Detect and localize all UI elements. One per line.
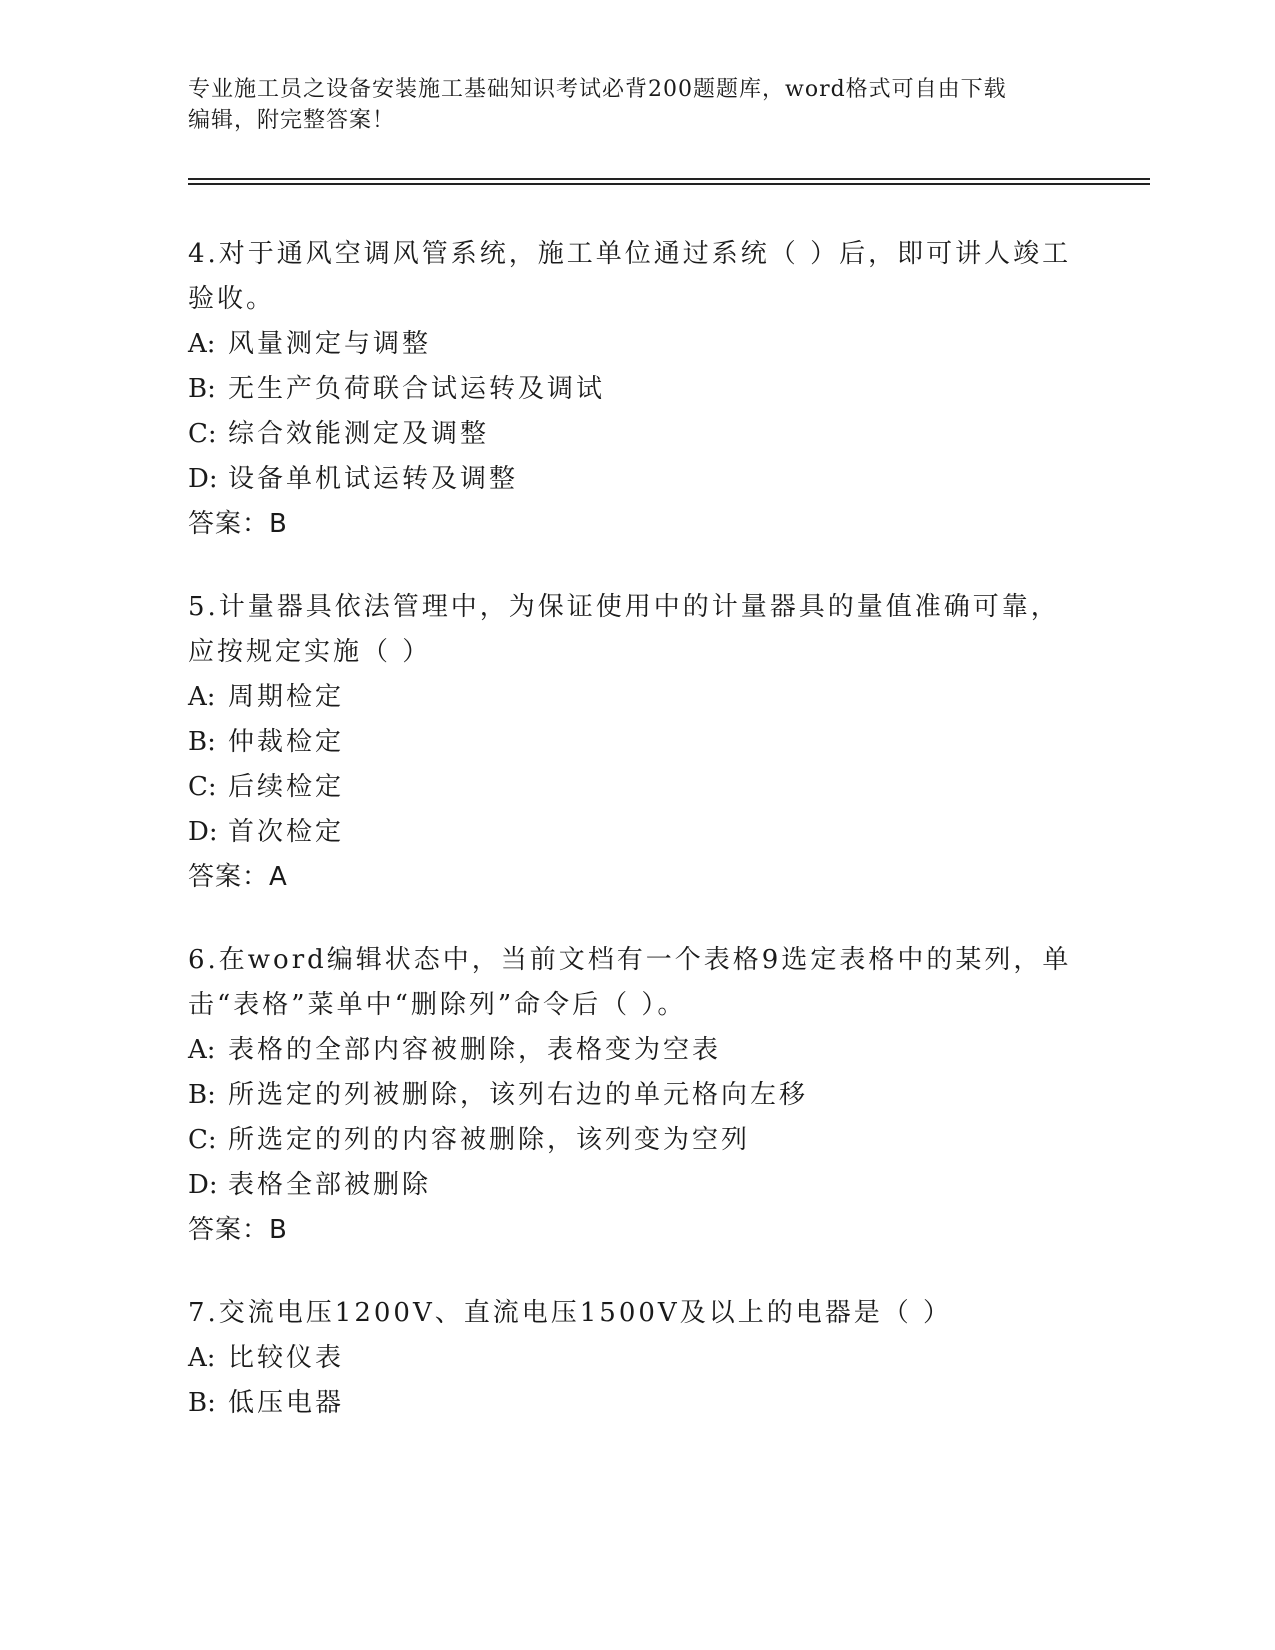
question-stem: 5.计量器具依法管理中，为保证使用中的计量器具的量值准确可靠， bbox=[188, 592, 1060, 622]
option-letter: A: bbox=[188, 1035, 216, 1065]
question-list bbox=[188, 232, 1088, 1464]
option-letter: D: bbox=[188, 1170, 218, 1200]
option-c bbox=[188, 412, 1088, 457]
option-letter: D: bbox=[188, 817, 218, 847]
option-c bbox=[188, 765, 1088, 810]
option-letter: A: bbox=[188, 682, 216, 712]
option-letter: B: bbox=[188, 374, 216, 404]
option-a bbox=[188, 322, 1088, 367]
question-stem: 4.对于通风空调风管系统，施工单位通过系统（ ）后，即可讲人竣工 bbox=[188, 239, 1072, 269]
option-a bbox=[188, 675, 1088, 720]
option-b bbox=[188, 1381, 1088, 1426]
option-letter: C: bbox=[188, 772, 217, 802]
option-letter: A: bbox=[188, 1343, 216, 1373]
question-stem: 6.在word编辑状态中，当前文档有一个表格9选定表格中的某列，单 bbox=[188, 945, 1072, 975]
question-4 bbox=[188, 232, 1088, 547]
question-5 bbox=[188, 585, 1088, 900]
option-text: 综合效能测定及调整 bbox=[228, 419, 490, 449]
header-line-1: 专业施工员之设备安装施工基础知识考试必背200题题库，word格式可自由下载 bbox=[188, 77, 1007, 102]
option-a bbox=[188, 1336, 1088, 1381]
option-c bbox=[188, 1118, 1088, 1163]
option-letter: B: bbox=[188, 727, 216, 757]
option-a bbox=[188, 1028, 1088, 1073]
option-text: 低压电器 bbox=[228, 1388, 345, 1418]
question-stem-continued: 验收。 bbox=[188, 284, 276, 314]
option-text: 表格的全部内容被删除，表格变为空表 bbox=[228, 1035, 722, 1065]
option-text: 后续检定 bbox=[228, 772, 345, 802]
option-d bbox=[188, 457, 1088, 502]
option-letter: B: bbox=[188, 1388, 216, 1418]
header-line-2: 编辑，附完整答案！ bbox=[188, 108, 396, 133]
option-text: 风量测定与调整 bbox=[228, 329, 432, 359]
header-divider-bottom bbox=[188, 183, 1150, 185]
option-text: 所选定的列被删除，该列右边的单元格向左移 bbox=[228, 1080, 809, 1110]
option-text: 所选定的列的内容被删除，该列变为空列 bbox=[228, 1125, 751, 1155]
option-letter: C: bbox=[188, 419, 217, 449]
option-text: 无生产负荷联合试运转及调试 bbox=[228, 374, 606, 404]
option-b bbox=[188, 720, 1088, 765]
option-text: 周期检定 bbox=[228, 682, 345, 712]
question-stem: 7.交流电压1200V、直流电压1500V及以上的电器是（ ） bbox=[188, 1298, 952, 1328]
header-divider-top bbox=[188, 178, 1150, 180]
option-b bbox=[188, 1073, 1088, 1118]
document-header bbox=[188, 74, 1068, 136]
option-d bbox=[188, 810, 1088, 855]
option-text: 比较仪表 bbox=[228, 1343, 345, 1373]
question-6 bbox=[188, 938, 1088, 1253]
option-letter: C: bbox=[188, 1125, 217, 1155]
answer-label: 答案：A bbox=[188, 862, 288, 892]
option-text: 设备单机试运转及调整 bbox=[228, 464, 519, 494]
question-stem-continued: 击“表格”菜单中“删除列”命令后（ ）。 bbox=[188, 990, 687, 1020]
option-b bbox=[188, 367, 1088, 412]
answer-label: 答案：B bbox=[188, 1215, 288, 1245]
option-letter: A: bbox=[188, 329, 216, 359]
question-7 bbox=[188, 1291, 1088, 1426]
answer-label: 答案：B bbox=[188, 509, 288, 539]
option-letter: D: bbox=[188, 464, 218, 494]
option-text: 仲裁检定 bbox=[228, 727, 345, 757]
option-letter: B: bbox=[188, 1080, 216, 1110]
option-text: 表格全部被删除 bbox=[228, 1170, 432, 1200]
option-text: 首次检定 bbox=[228, 817, 345, 847]
option-d bbox=[188, 1163, 1088, 1208]
question-stem-continued: 应按规定实施（ ） bbox=[188, 637, 432, 667]
